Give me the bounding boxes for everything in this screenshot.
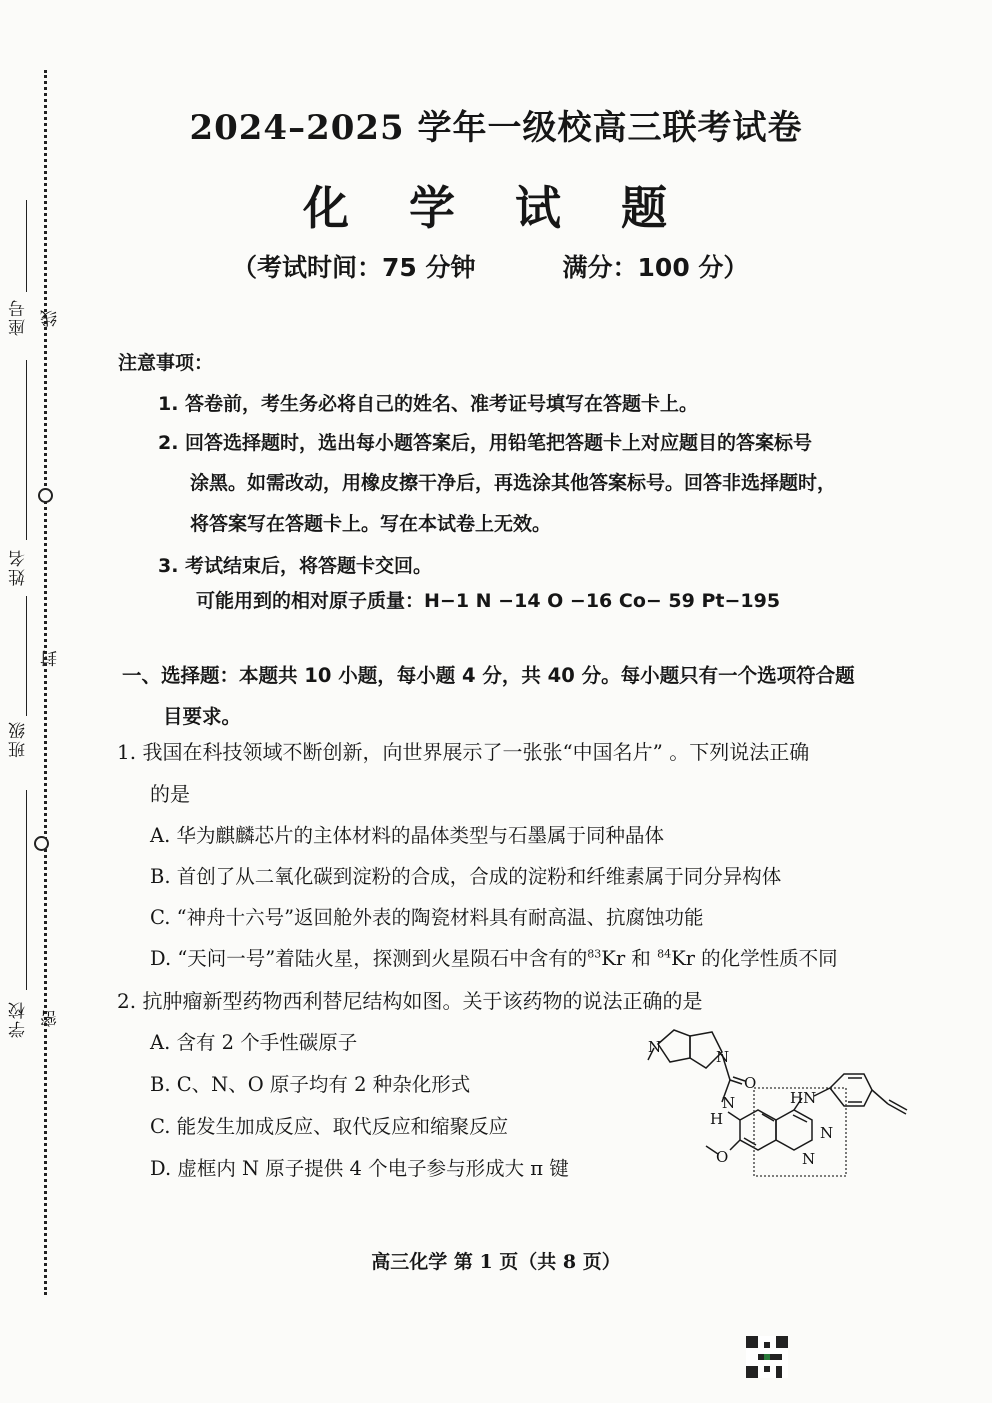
q1-option-d-prefix: D. “天问一号”着陆火星，探测到火星陨石中含有的 xyxy=(150,947,588,970)
atom-hn: HN xyxy=(790,1089,817,1107)
atom-n-methyl: N xyxy=(648,1038,662,1056)
structure-atom-labels xyxy=(648,1038,833,1168)
isotope-83-mass: 83 xyxy=(587,947,602,961)
name-label: 姓名 xyxy=(9,548,29,586)
secret-mark: 密 xyxy=(41,1008,61,1027)
isotope-84-mass: 84 xyxy=(657,947,672,961)
page-footer: 高三化学 第 1 页（共 8 页） xyxy=(371,1251,621,1273)
q2-option-d: D. 虚框内 N 原子提供 4 个电子参与形成大 π 键 xyxy=(150,1157,569,1180)
q1-option-d-suffix: Kr 的化学性质不同 xyxy=(671,947,838,970)
line-mark: 线 xyxy=(41,308,61,327)
atom-n-ring-2: N xyxy=(802,1150,816,1168)
structure-bonds xyxy=(648,1030,907,1154)
notice-item-2-cont: 涂黑。如需改动，用橡皮擦干净后，再选涂其他答案标号。回答非选择题时， xyxy=(190,472,837,494)
subject-title: 化 学 试 题 xyxy=(302,181,690,235)
atom-n-ring-1: N xyxy=(820,1124,834,1142)
atomic-masses: 可能用到的相对原子质量：H−1 N −14 O −16 Co− 59 Pt−195 xyxy=(196,590,781,612)
section-1-title-cont: 目要求。 xyxy=(163,705,242,728)
q1-option-a: A. 华为麒麟芯片的主体材料的晶体类型与石墨属于同种晶体 xyxy=(150,824,664,847)
atom-o-carbonyl: O xyxy=(744,1074,757,1092)
silitinib-structure-diagram xyxy=(630,1018,920,1188)
atom-n-pyrrolidine: N xyxy=(716,1048,730,1066)
section-1-title: 一、选择题：本题共 10 小题，每小题 4 分，共 40 分。每小题只有一个选项符合题 xyxy=(122,664,855,687)
name-blank-line xyxy=(26,360,27,540)
q2-option-b: B. C、N、O 原子均有 2 种杂化形式 xyxy=(150,1073,471,1096)
notice-item-2: 2. 回答选择题时，选出每小题答案后，用铅笔把答题卡上对应题目的答案标号 xyxy=(158,432,813,454)
binding-hole-bottom xyxy=(34,836,49,851)
notice-item-3: 3. 考试结束后，将答题卡交回。 xyxy=(158,555,433,577)
exam-title: 2024–2025 学年一级校高三联考试卷 xyxy=(189,108,803,148)
qr-code-icon xyxy=(746,1336,788,1378)
seal-mark: 封 xyxy=(41,648,61,667)
q1-stem-cont: 的是 xyxy=(150,782,190,806)
binding-dotted-line xyxy=(44,70,47,1295)
exam-info: （考试时间：75 分钟 满分：100 分） xyxy=(232,253,749,282)
q2-stem: 2. 抗肿瘤新型药物西利替尼结构如图。关于该药物的说法正确的是 xyxy=(117,989,703,1013)
notice-item-1: 1. 答卷前，考生务必将自己的姓名、准考证号填写在答题卡上。 xyxy=(158,393,699,415)
school-label: 学校 xyxy=(9,1000,29,1038)
q1-option-b: B. 首创了从二氧化碳到淀粉的合成，合成的淀粉和纤维素属于同分异构体 xyxy=(150,865,782,888)
notice-heading: 注意事项： xyxy=(118,352,214,374)
school-blank-line xyxy=(26,790,27,990)
q1-option-c: C. “神舟十六号”返回舱外表的陶瓷材料具有耐高温、抗腐蚀功能 xyxy=(150,906,704,929)
notice-item-2-cont2: 将答案写在答题卡上。写在本试卷上无效。 xyxy=(190,513,552,535)
q1-option-d-kr1: Kr 和 xyxy=(601,947,651,970)
q2-option-c: C. 能发生加成反应、取代反应和缩聚反应 xyxy=(150,1115,509,1138)
atom-o-methoxy: O xyxy=(716,1148,729,1166)
binding-hole-top xyxy=(38,488,53,503)
atom-n-amide: N xyxy=(722,1094,736,1112)
q1-stem: 1. 我国在科技领域不断创新，向世界展示了一张张“中国名片” 。下列说法正确 xyxy=(117,740,810,764)
q2-option-a: A. 含有 2 个手性碳原子 xyxy=(150,1031,358,1054)
class-blank-line xyxy=(26,596,27,716)
seat-label: 座号 xyxy=(9,298,29,336)
q1-option-d xyxy=(150,943,838,971)
class-label: 班级 xyxy=(9,720,29,758)
atom-h-amide: H xyxy=(710,1110,724,1128)
